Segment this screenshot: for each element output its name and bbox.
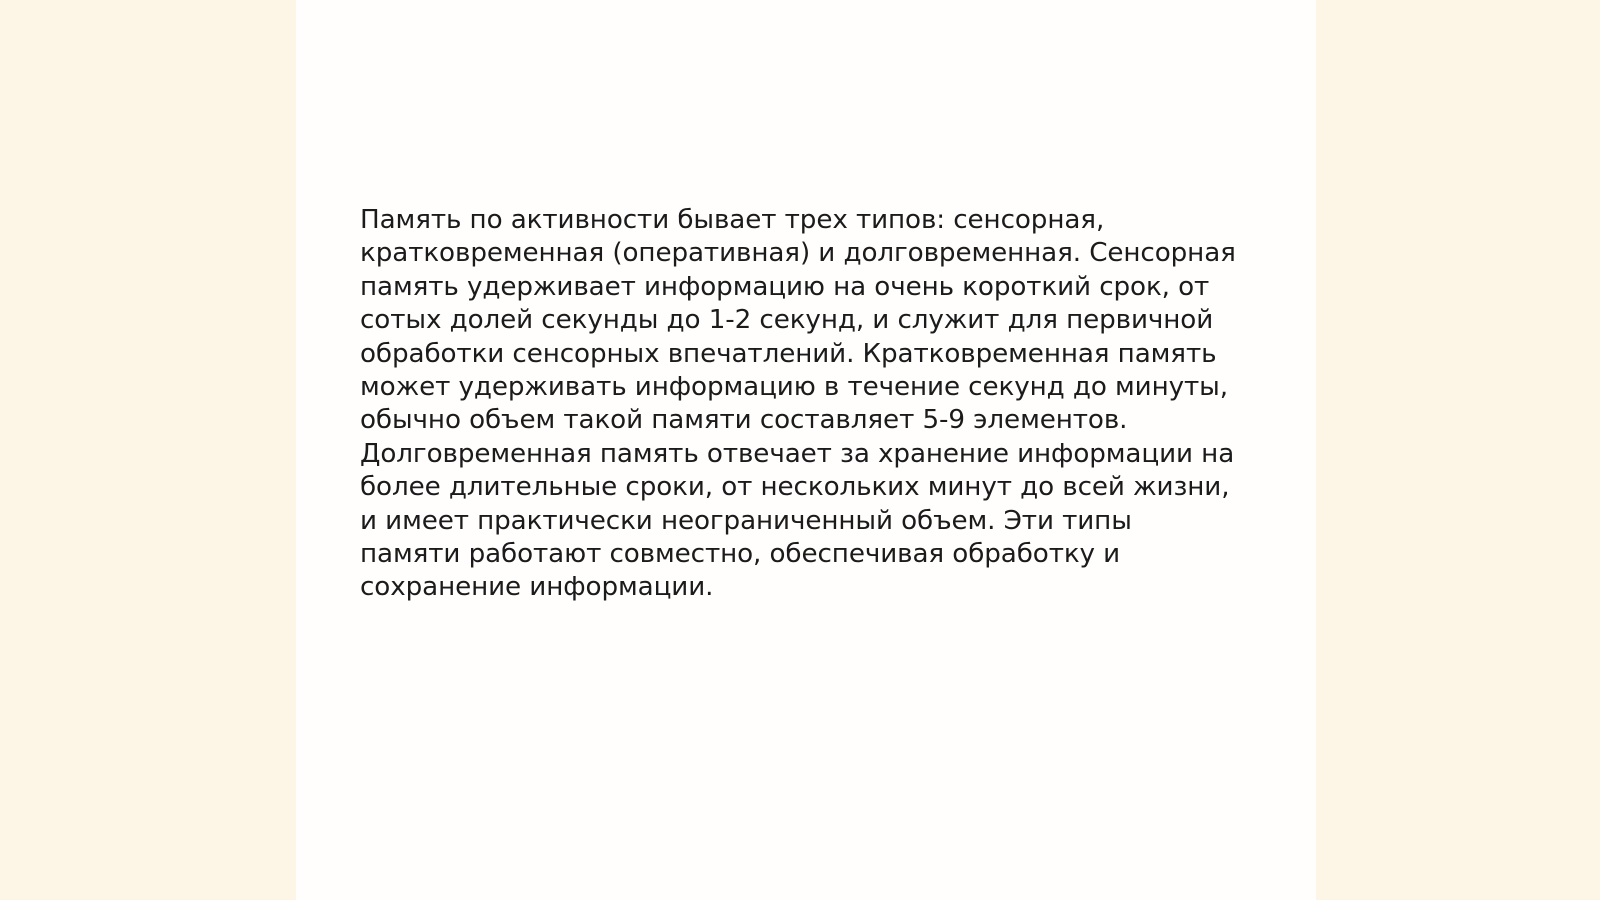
text-line: память удерживает информацию на очень короткий срок, от [360, 271, 1210, 302]
text-line: обработки сенсорных впечатлений. Кратковременная память [360, 338, 1217, 369]
left-margin-panel [0, 0, 296, 900]
text-line: обычно объем такой памяти составляет 5-9 элементов. [360, 405, 1128, 436]
text-line: Память по активности бывает трех типов: сенсорная, [360, 205, 1105, 235]
text-line: более длительные сроки, от нескольких минут до всей жизни, [360, 472, 1230, 503]
text-line: может удерживать информацию в течение секунд до минуты, [360, 372, 1228, 403]
right-margin-panel [1316, 0, 1600, 900]
text-line: сотых долей секунды до 1-2 секунд, и служит для первичной [360, 305, 1214, 336]
slide-page [296, 0, 1316, 900]
text-line: кратковременная (оперативная) и долговременная. Сенсорная [360, 238, 1236, 269]
text-line: памяти работают совместно, обеспечивая обработку и [360, 539, 1121, 570]
text-line: Долговременная память отвечает за хранение информации на [360, 438, 1235, 469]
text-line: и имеет практически неограниченный объем. Эти типы [360, 505, 1132, 536]
slide-body-text [360, 204, 1240, 605]
text-line: сохранение информации. [360, 572, 714, 603]
